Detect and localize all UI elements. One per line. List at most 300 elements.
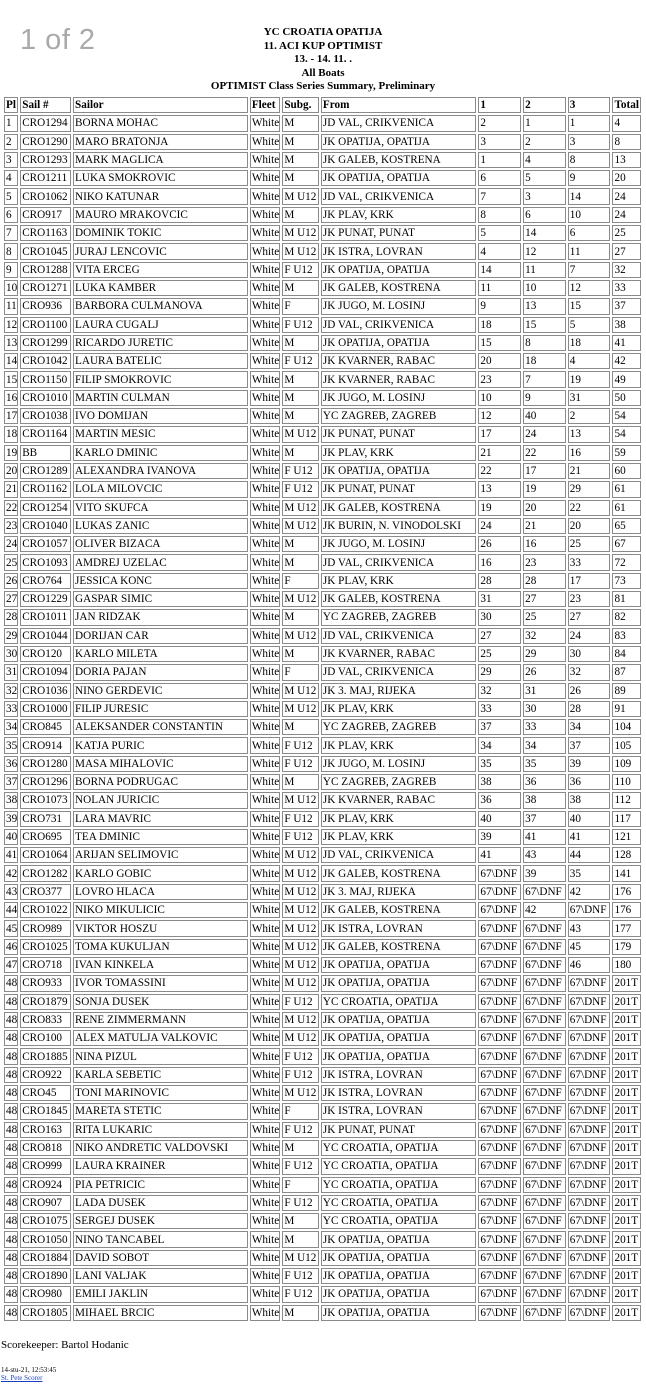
col-from-cell: JK PLAV, KRK [321, 207, 477, 223]
col-race-1-cell: 67\DNF [478, 1030, 521, 1046]
col-race-2-cell: 37 [523, 811, 566, 827]
table-row [4, 628, 641, 644]
col-fleet-cell: White [250, 1305, 280, 1321]
col-race-1-cell: 67\DNF [478, 1048, 521, 1064]
col-sailor-cell: IVAN KINKELA [73, 957, 248, 973]
col-from-cell: JK GALEB, KOSTRENA [321, 591, 477, 607]
col-fleet-cell: White [250, 774, 280, 790]
col-sailor-cell: MARETA STETIC [73, 1103, 248, 1119]
col-from-cell: JK KVARNER, RABAC [321, 646, 477, 662]
col-sail-cell: CRO980 [20, 1286, 71, 1302]
table-row [4, 1286, 641, 1302]
col-race-3-cell: 41 [568, 829, 611, 845]
col-sail-cell: CRO1094 [20, 664, 71, 680]
col-place-cell: 2 [4, 134, 18, 150]
col-subgroup-cell: M U12 [282, 902, 319, 918]
col-from-cell: JK OPATIJA, OPATIJA [321, 957, 477, 973]
col-sailor-cell: ALEXANDRA IVANOVA [73, 463, 248, 479]
col-subgroup-cell: F U12 [282, 1268, 319, 1284]
col-total-cell: 121 [612, 829, 641, 845]
col-from-cell: JK OPATIJA, OPATIJA [321, 134, 477, 150]
col-sailor-cell: ALEKSANDER CONSTANTIN [73, 719, 248, 735]
col-race-3-cell: 20 [568, 518, 611, 534]
col-sail-cell: CRO936 [20, 298, 71, 314]
col-race-1-cell: 35 [478, 756, 521, 772]
col-race-1-cell: 16 [478, 554, 521, 570]
col-place-cell: 45 [4, 920, 18, 936]
col-subgroup-cell: F U12 [282, 1067, 319, 1083]
scorekeeper-note: Scorekeeper: Bartol Hodanic [1, 1339, 129, 1351]
col-fleet-cell: White [250, 609, 280, 625]
col-race-3-cell: 9 [568, 170, 611, 186]
col-race-3-cell: 67\DNF [568, 1250, 611, 1266]
col-total-cell: 24 [612, 207, 641, 223]
col-fleet-cell: White [250, 500, 280, 516]
col-race-3-cell: 44 [568, 847, 611, 863]
col-from-cell: JD VAL, CRIKVENICA [321, 115, 477, 131]
col-race-3-cell: 67\DNF [568, 1012, 611, 1028]
col-from-cell: YC CROATIA, OPATIJA [321, 994, 477, 1010]
col-race-1-cell: 31 [478, 591, 521, 607]
table-row [4, 1085, 641, 1101]
col-from-cell: JK OPATIJA, OPATIJA [321, 170, 477, 186]
col-place-cell: 5 [4, 188, 18, 204]
col-race-3-cell: 67\DNF [568, 1103, 611, 1119]
col-race-3-cell: 67\DNF [568, 1030, 611, 1046]
col-race-1-cell: 19 [478, 500, 521, 516]
col-sail-cell: BB [20, 445, 71, 461]
col-race-1-cell: 67\DNF [478, 1012, 521, 1028]
col-sail-cell: CRO120 [20, 646, 71, 662]
col-race-3-cell: 67\DNF [568, 1195, 611, 1211]
col-subgroup-cell: M U12 [282, 683, 319, 699]
col-total-cell: 73 [612, 573, 641, 589]
col-fleet-cell: White [250, 207, 280, 223]
col-race-1-cell: 67\DNF [478, 884, 521, 900]
col-sailor-cell: DAVID SOBOT [73, 1250, 248, 1266]
table-row [4, 298, 641, 314]
col-race-1-cell: 11 [478, 280, 521, 296]
col-subgroup-cell: M U12 [282, 1030, 319, 1046]
col-sailor-cell: KARLA SEBETIC [73, 1067, 248, 1083]
col-sail-cell: CRO1150 [20, 371, 71, 387]
col-place-cell: 19 [4, 445, 18, 461]
col-from-cell: JK OPATIJA, OPATIJA [321, 1250, 477, 1266]
col-total-cell: 4 [612, 115, 641, 131]
col-place-cell: 28 [4, 609, 18, 625]
col-subgroup-cell: F U12 [282, 481, 319, 497]
col-fleet-cell: White [250, 1048, 280, 1064]
col-place-cell: 48 [4, 1158, 18, 1174]
col-sail-cell: CRO914 [20, 737, 71, 753]
col-place-header: Pl [4, 97, 18, 113]
col-place-cell: 39 [4, 811, 18, 827]
col-place-cell: 34 [4, 719, 18, 735]
col-subgroup-cell: F [282, 1177, 319, 1193]
table-row [4, 554, 641, 570]
col-race-2-cell: 1 [523, 115, 566, 131]
col-subgroup-cell: M [282, 646, 319, 662]
col-race-2-cell: 67\DNF [523, 1085, 566, 1101]
col-total-cell: 201T [612, 1158, 641, 1174]
col-fleet-cell: White [250, 225, 280, 241]
col-sail-cell: CRO1075 [20, 1213, 71, 1229]
col-fleet-cell: White [250, 1012, 280, 1028]
col-place-cell: 4 [4, 170, 18, 186]
col-race-1-cell: 27 [478, 628, 521, 644]
col-from-cell: JK GALEB, KOSTRENA [321, 280, 477, 296]
col-sail-cell: CRO731 [20, 811, 71, 827]
col-race-1-cell: 8 [478, 207, 521, 223]
col-place-cell: 8 [4, 243, 18, 259]
col-sailor-cell: VITA ERCEG [73, 262, 248, 278]
col-race-3-cell: 7 [568, 262, 611, 278]
col-fleet-cell: White [250, 170, 280, 186]
col-total-cell: 112 [612, 792, 641, 808]
col-sail-cell: CRO1073 [20, 792, 71, 808]
col-place-cell: 29 [4, 628, 18, 644]
col-race-1-cell: 67\DNF [478, 1122, 521, 1138]
col-from-cell: YC CROATIA, OPATIJA [321, 1195, 477, 1211]
col-race-1-cell: 67\DNF [478, 1140, 521, 1156]
table-row [4, 1231, 641, 1247]
col-subgroup-cell: M U12 [282, 920, 319, 936]
col-sailor-cell: PIA PETRICIC [73, 1177, 248, 1193]
col-place-cell: 17 [4, 408, 18, 424]
col-fleet-cell: White [250, 1158, 280, 1174]
col-race-3-cell: 67\DNF [568, 975, 611, 991]
col-subgroup-cell: M U12 [282, 1085, 319, 1101]
col-subgroup-cell: M [282, 115, 319, 131]
table-row [4, 792, 641, 808]
table-row [4, 115, 641, 131]
col-race-1-cell: 25 [478, 646, 521, 662]
col-race-3-cell: 8 [568, 152, 611, 168]
col-fleet-cell: White [250, 975, 280, 991]
col-sailor-cell: KARLO DMINIC [73, 445, 248, 461]
col-race-1-cell: 67\DNF [478, 902, 521, 918]
col-place-cell: 26 [4, 573, 18, 589]
col-race-1-cell: 9 [478, 298, 521, 314]
table-row [4, 1012, 641, 1028]
col-sailor-cell: NINA PIZUL [73, 1048, 248, 1064]
col-from-cell: JK KVARNER, RABAC [321, 353, 477, 369]
col-total-cell: 117 [612, 811, 641, 827]
col-race-3-cell: 19 [568, 371, 611, 387]
col-sail-cell: CRO1025 [20, 939, 71, 955]
col-sail-cell: CRO1271 [20, 280, 71, 296]
col-fleet-cell: White [250, 188, 280, 204]
col-total-cell: 176 [612, 902, 641, 918]
col-sailor-header: Sailor [73, 97, 248, 113]
col-from-cell: JK PLAV, KRK [321, 737, 477, 753]
col-sailor-cell: IVO DOMIJAN [73, 408, 248, 424]
results-body [4, 115, 641, 1321]
col-race-2-cell: 20 [523, 500, 566, 516]
col-sail-cell: CRO1288 [20, 262, 71, 278]
col-race-1-cell: 7 [478, 188, 521, 204]
col-from-cell: JK ISTRA, LOVRAN [321, 1067, 477, 1083]
table-row [4, 463, 641, 479]
col-race-1-cell: 1 [478, 152, 521, 168]
col-race-1-cell: 67\DNF [478, 1286, 521, 1302]
col-total-cell: 72 [612, 554, 641, 570]
col-from-cell: JK PUNAT, PUNAT [321, 1122, 477, 1138]
table-row [4, 1158, 641, 1174]
col-from-cell: JK OPATIJA, OPATIJA [321, 1231, 477, 1247]
col-fleet-cell: White [250, 134, 280, 150]
col-place-cell: 47 [4, 957, 18, 973]
col-race-2-cell: 32 [523, 628, 566, 644]
col-sail-cell: CRO1280 [20, 756, 71, 772]
col-race-1-cell: 20 [478, 353, 521, 369]
col-race-1-cell: 67\DNF [478, 1268, 521, 1284]
col-sail-cell: CRO1845 [20, 1103, 71, 1119]
col-sail-cell: CRO1805 [20, 1305, 71, 1321]
col-race-3-cell: 38 [568, 792, 611, 808]
col-fleet-cell: White [250, 536, 280, 552]
col-race-3-cell: 67\DNF [568, 1048, 611, 1064]
table-header-row [4, 97, 641, 113]
col-race-2-header: 2 [523, 97, 566, 113]
col-place-cell: 48 [4, 1250, 18, 1266]
col-from-cell: JD VAL, CRIKVENICA [321, 317, 477, 333]
col-race-2-cell: 17 [523, 463, 566, 479]
col-sail-cell: CRO1100 [20, 317, 71, 333]
col-race-3-cell: 14 [568, 188, 611, 204]
col-from-cell: JK 3. MAJ, RIJEKA [321, 884, 477, 900]
col-from-cell: JK BURIN, N. VINODOLSKI [321, 518, 477, 534]
col-place-cell: 48 [4, 1213, 18, 1229]
col-total-cell: 61 [612, 500, 641, 516]
col-race-2-cell: 27 [523, 591, 566, 607]
col-fleet-cell: White [250, 1250, 280, 1266]
col-race-2-cell: 67\DNF [523, 994, 566, 1010]
event-title: 11. ACI KUP OPTIMIST [263, 39, 383, 52]
col-place-cell: 48 [4, 1122, 18, 1138]
col-sail-cell: CRO818 [20, 1140, 71, 1156]
col-total-cell: 104 [612, 719, 641, 735]
table-row [4, 847, 641, 863]
col-sailor-cell: KATJA PURIC [73, 737, 248, 753]
col-sailor-cell: SERGEJ DUSEK [73, 1213, 248, 1229]
col-subgroup-cell: F [282, 1103, 319, 1119]
col-race-2-cell: 23 [523, 554, 566, 570]
col-sailor-cell: EMILI JAKLIN [73, 1286, 248, 1302]
col-total-cell: 49 [612, 371, 641, 387]
col-place-cell: 40 [4, 829, 18, 845]
col-subgroup-cell: F [282, 573, 319, 589]
col-race-2-cell: 67\DNF [523, 1012, 566, 1028]
col-race-3-cell: 1 [568, 115, 611, 131]
col-place-cell: 48 [4, 1067, 18, 1083]
col-subgroup-cell: F U12 [282, 353, 319, 369]
col-race-3-cell: 67\DNF [568, 1268, 611, 1284]
col-total-cell: 8 [612, 134, 641, 150]
table-row [4, 207, 641, 223]
col-sail-cell: CRO1890 [20, 1268, 71, 1284]
col-from-cell: JK GALEB, KOSTRENA [321, 152, 477, 168]
software-link[interactable]: St. Pete Scorer [1, 1374, 43, 1382]
col-race-1-cell: 29 [478, 664, 521, 680]
col-subgroup-cell: F U12 [282, 811, 319, 827]
col-race-2-cell: 67\DNF [523, 1158, 566, 1174]
col-subgroup-cell: M [282, 536, 319, 552]
col-total-cell: 201T [612, 1195, 641, 1211]
table-row [4, 152, 641, 168]
col-place-cell: 3 [4, 152, 18, 168]
col-sailor-cell: GASPAR SIMIC [73, 591, 248, 607]
col-race-3-cell: 18 [568, 335, 611, 351]
col-from-cell: JK PLAV, KRK [321, 445, 477, 461]
col-sailor-cell: NIKO ANDRETIC VALDOVSKI [73, 1140, 248, 1156]
col-fleet-cell: White [250, 280, 280, 296]
col-race-1-cell: 37 [478, 719, 521, 735]
col-race-2-cell: 67\DNF [523, 1140, 566, 1156]
col-race-1-cell: 67\DNF [478, 975, 521, 991]
col-sail-cell: CRO1879 [20, 994, 71, 1010]
col-fleet-cell: White [250, 554, 280, 570]
col-sailor-cell: TEA DMINIC [73, 829, 248, 845]
col-race-2-cell: 26 [523, 664, 566, 680]
col-race-2-cell: 30 [523, 701, 566, 717]
col-race-2-cell: 67\DNF [523, 1250, 566, 1266]
col-fleet-cell: White [250, 426, 280, 442]
table-row [4, 902, 641, 918]
col-race-2-cell: 67\DNF [523, 1067, 566, 1083]
col-subgroup-cell: M [282, 207, 319, 223]
col-total-cell: 201T [612, 1067, 641, 1083]
col-sailor-cell: JAN RIDZAK [73, 609, 248, 625]
col-race-1-cell: 67\DNF [478, 1158, 521, 1174]
col-subgroup-cell: M U12 [282, 188, 319, 204]
col-sail-cell: CRO1254 [20, 500, 71, 516]
col-race-3-cell: 37 [568, 737, 611, 753]
col-from-header: From [321, 97, 477, 113]
col-total-cell: 176 [612, 884, 641, 900]
col-sailor-cell: DORIA PAJAN [73, 664, 248, 680]
col-fleet-cell: White [250, 628, 280, 644]
col-sail-cell: CRO1040 [20, 518, 71, 534]
col-race-2-cell: 38 [523, 792, 566, 808]
col-sail-cell: CRO1011 [20, 609, 71, 625]
col-place-cell: 48 [4, 994, 18, 1010]
col-race-2-cell: 31 [523, 683, 566, 699]
col-race-3-cell: 29 [568, 481, 611, 497]
col-sail-header: Sail # [20, 97, 71, 113]
col-subgroup-cell: F U12 [282, 737, 319, 753]
col-fleet-cell: White [250, 463, 280, 479]
col-sail-cell: CRO1290 [20, 134, 71, 150]
col-subgroup-cell: F [282, 298, 319, 314]
col-race-1-cell: 12 [478, 408, 521, 424]
col-fleet-cell: White [250, 1067, 280, 1083]
col-race-3-cell: 40 [568, 811, 611, 827]
col-fleet-cell: White [250, 701, 280, 717]
col-total-cell: 201T [612, 1048, 641, 1064]
col-fleet-cell: White [250, 646, 280, 662]
col-subgroup-cell: M [282, 1305, 319, 1321]
col-subgroup-cell: M [282, 390, 319, 406]
col-place-cell: 48 [4, 1177, 18, 1193]
table-row [4, 262, 641, 278]
col-total-cell: 27 [612, 243, 641, 259]
col-sailor-cell: LUKAS ZANIC [73, 518, 248, 534]
col-sailor-cell: NIKO KATUNAR [73, 188, 248, 204]
col-race-1-cell: 3 [478, 134, 521, 150]
col-sailor-cell: NIKO MIKULICIC [73, 902, 248, 918]
col-race-1-cell: 34 [478, 737, 521, 753]
col-from-cell: JK OPATIJA, OPATIJA [321, 262, 477, 278]
col-fleet-cell: White [250, 1231, 280, 1247]
col-place-cell: 43 [4, 884, 18, 900]
col-from-cell: YC CROATIA, OPATIJA [321, 1213, 477, 1229]
col-total-cell: 201T [612, 1030, 641, 1046]
col-sail-cell: CRO1010 [20, 390, 71, 406]
col-from-cell: JK OPATIJA, OPATIJA [321, 335, 477, 351]
col-total-cell: 201T [612, 994, 641, 1010]
col-subgroup-cell: M [282, 1231, 319, 1247]
col-sail-cell: CRO845 [20, 719, 71, 735]
col-race-3-cell: 2 [568, 408, 611, 424]
col-from-cell: JD VAL, CRIKVENICA [321, 847, 477, 863]
col-from-cell: JK GALEB, KOSTRENA [321, 902, 477, 918]
col-sail-cell: CRO1036 [20, 683, 71, 699]
col-race-3-cell: 34 [568, 719, 611, 735]
col-total-cell: 37 [612, 298, 641, 314]
col-total-cell: 59 [612, 445, 641, 461]
col-race-3-cell: 27 [568, 609, 611, 625]
col-place-cell: 6 [4, 207, 18, 223]
col-sail-cell: CRO1064 [20, 847, 71, 863]
col-sail-cell: CRO1042 [20, 353, 71, 369]
table-row [4, 609, 641, 625]
col-race-3-cell: 67\DNF [568, 1177, 611, 1193]
col-sail-cell: CRO100 [20, 1030, 71, 1046]
col-fleet-cell: White [250, 664, 280, 680]
col-fleet-cell: White [250, 719, 280, 735]
table-row [4, 371, 641, 387]
col-subgroup-cell: M [282, 774, 319, 790]
table-row [4, 884, 641, 900]
col-subgroup-cell: M U12 [282, 701, 319, 717]
col-race-3-cell: 15 [568, 298, 611, 314]
col-fleet-cell: White [250, 1268, 280, 1284]
col-sailor-cell: BORNA MOHAC [73, 115, 248, 131]
col-fleet-cell: White [250, 737, 280, 753]
col-fleet-cell: White [250, 1030, 280, 1046]
col-from-cell: JK OPATIJA, OPATIJA [321, 463, 477, 479]
col-race-3-cell: 67\DNF [568, 902, 611, 918]
col-race-1-cell: 67\DNF [478, 1213, 521, 1229]
col-race-1-cell: 33 [478, 701, 521, 717]
col-race-2-cell: 67\DNF [523, 1286, 566, 1302]
col-race-2-cell: 67\DNF [523, 1122, 566, 1138]
col-from-cell: JK GALEB, KOSTRENA [321, 939, 477, 955]
col-place-cell: 48 [4, 975, 18, 991]
col-total-cell: 13 [612, 152, 641, 168]
col-from-cell: JD VAL, CRIKVENICA [321, 664, 477, 680]
col-subgroup-cell: F U12 [282, 1195, 319, 1211]
col-fleet-cell: White [250, 298, 280, 314]
col-from-cell: JK OPATIJA, OPATIJA [321, 1012, 477, 1028]
col-sail-cell: CRO1062 [20, 188, 71, 204]
col-fleet-cell: White [250, 390, 280, 406]
col-sail-cell: CRO1045 [20, 243, 71, 259]
col-from-cell: JK KVARNER, RABAC [321, 792, 477, 808]
col-sailor-cell: MASA MIHALOVIC [73, 756, 248, 772]
col-race-2-cell: 67\DNF [523, 975, 566, 991]
